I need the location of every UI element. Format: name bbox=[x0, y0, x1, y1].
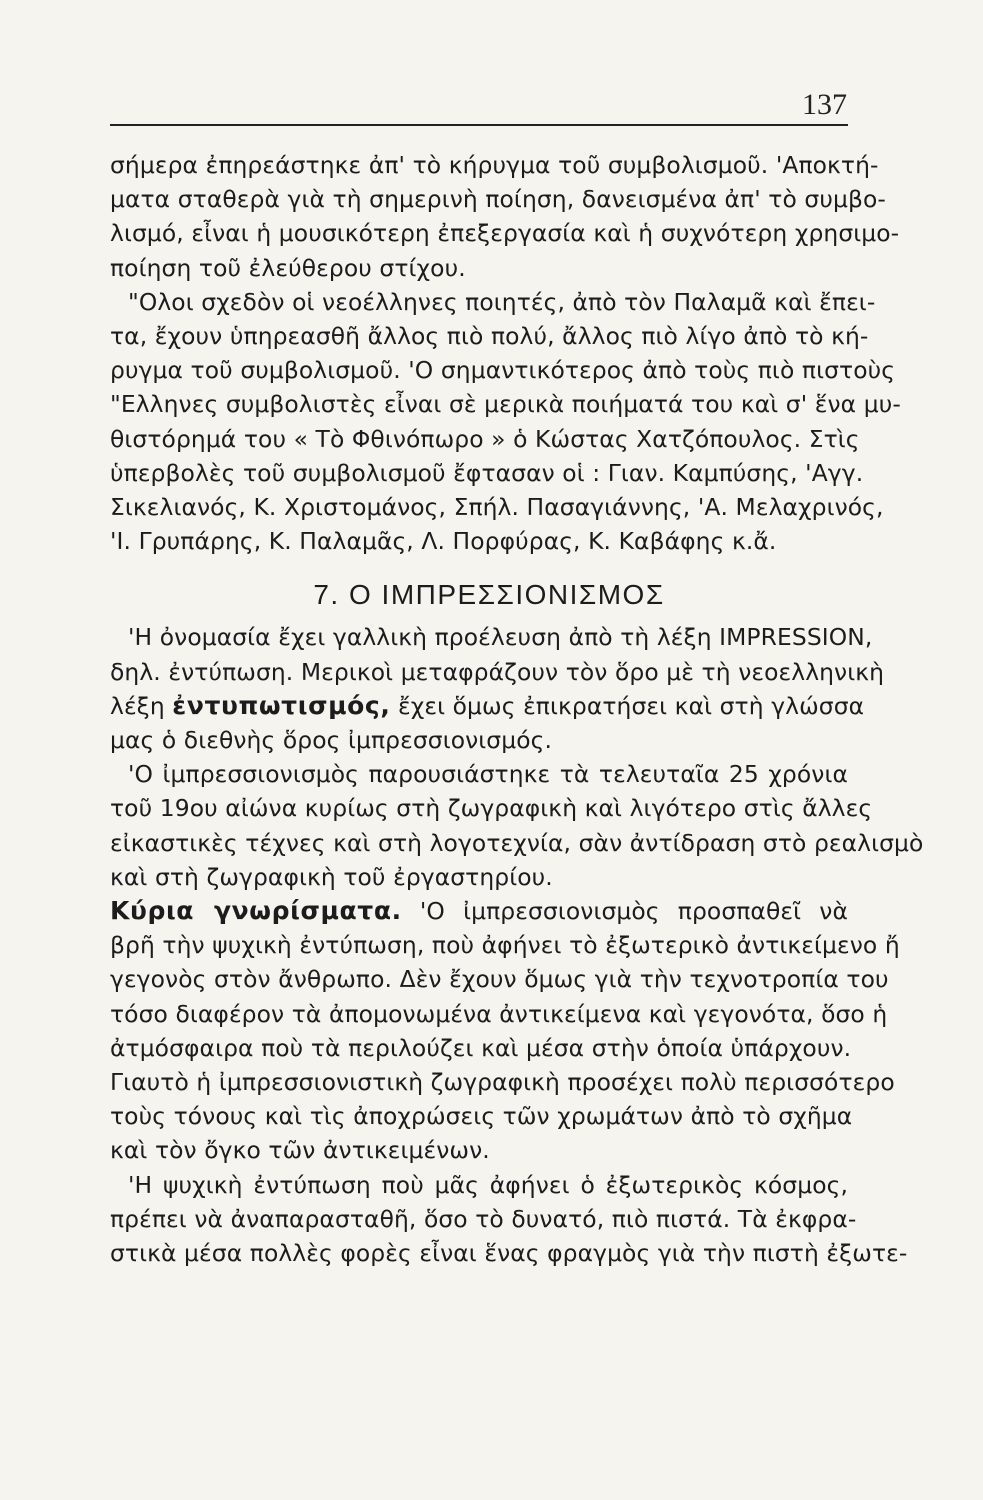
bold-heading: Κύρια γνωρίσματα. bbox=[110, 896, 402, 926]
text-line: λισμό, εἶναι ἡ μουσικότερη ἐπεξεργασία καὶ ἡ συχνότερη χρησιμο- bbox=[110, 219, 900, 248]
text-line: δηλ. ἐντύπωση. Μερικοὶ μεταφράζουν τὸν ὅρο μὲ τὴ νεοελληνικὴ bbox=[110, 657, 885, 686]
text-line: γεγονὸς στὸν ἄνθρωπο. Δὲν ἔχουν ὅμως γιὰ τὴν τεχνοτροπία του bbox=[110, 965, 889, 994]
text-line: Γιαυτὸ ἡ ἰμπρεσσιονιστικὴ ζωγραφικὴ προσέχει πολὺ περισσότερο bbox=[110, 1068, 895, 1097]
text-line: στικὰ μέσα πολλὲς φορὲς εἶναι ἕνας φραγμὸς γιὰ τὴν πιστὴ ἐξωτε- bbox=[110, 1239, 908, 1268]
text-line: ποίηση τοῦ ἐλεύθερου στίχου. bbox=[110, 253, 466, 282]
text-fragment: ἔχει ὅμως ἐπικρατήσει καὶ στὴ γλώσσα bbox=[390, 691, 865, 720]
text-line: καὶ στὴ ζωγραφικὴ τοῦ ἐργαστηρίου. bbox=[110, 862, 553, 891]
text-line: τοὺς τόνους καὶ τὶς ἀποχρώσεις τῶν χρωμάτων ἀπὸ τὸ σχῆμα bbox=[110, 1102, 853, 1131]
text-line: "Ελληνες συμβολιστὲς εἶναι σὲ μερικὰ ποιήματά του καὶ σ' ἕνα μυ- bbox=[110, 390, 901, 419]
text-line: τοῦ 19ου αἰώνα κυρίως στὴ ζωγραφικὴ καὶ λιγότερο στὶς ἄλλες bbox=[110, 794, 873, 823]
text-line: εἰκαστικὲς τέχνες καὶ στὴ λογοτεχνία, σὰν ἀντίδραση στὸ ρεαλισμὸ bbox=[110, 828, 924, 857]
text-line: ἀτμόσφαιρα ποὺ τὰ περιλούζει καὶ μέσα στὴν ὁποία ὑπάρχουν. bbox=[110, 1033, 852, 1062]
text-line: ρυγμα τοῦ συμβολισμοῦ. 'Ο σημαντικότερος ἀπὸ τοὺς πιὸ πιστοὺς bbox=[110, 356, 896, 385]
paragraph-name-origin bbox=[110, 620, 885, 757]
text-line: καὶ τὸν ὄγκο τῶν ἀντικειμένων. bbox=[110, 1136, 490, 1165]
text-line: μας ὁ διεθνὴς ὅρος ἰμπρεσσιονισμός. bbox=[110, 726, 552, 755]
text-line: Σικελιανός, Κ. Χριστομάνος, Σπήλ. Πασαγιάννης, 'Α. Μελαχρινός, bbox=[110, 493, 884, 522]
text-line: τόσο διαφέρον τὰ ἀπομονωμένα ἀντικείμενα καὶ γεγονότα, ὅσο ἡ bbox=[110, 999, 888, 1028]
header-rule bbox=[110, 124, 848, 126]
page-number: 137 bbox=[802, 88, 847, 121]
text-fragment: λέξη bbox=[110, 691, 173, 720]
text-fragment: 'Ο ἰμπρεσσιονισμὸς προσπαθεῖ νὰ bbox=[401, 897, 848, 926]
text-line: βρῆ τὴν ψυχικὴ ἐντύπωση, ποὺ ἀφήνει τὸ ἐξωτερικὸ ἀντικείμενο ἤ bbox=[110, 931, 900, 960]
text-line bbox=[110, 894, 848, 928]
text-line: θιστόρημά του « Τὸ Φθινόπωρο » ὁ Κώστας Χατζόπουλος. Στὶς bbox=[110, 424, 860, 453]
text-line: 'Ι. Γρυπάρης, Κ. Παλαμᾶς, Λ. Πορφύρας, Κ. Καβάφης κ.ἄ. bbox=[110, 527, 777, 556]
text-line bbox=[110, 689, 865, 723]
paragraph-greek-symbolists bbox=[110, 285, 901, 559]
section-title: 7. Ο ΙΜΠΡΕΣΣΙΟΝΙΣΜΟΣ bbox=[313, 579, 665, 611]
text-line: 'Η ὀνομασία ἔχει γαλλικὴ προέλευση ἀπὸ τὴ λέξη IMPRESSION, bbox=[128, 623, 873, 652]
text-line: "Ολοι σχεδὸν οἱ νεοέλληνες ποιητές, ἀπὸ τὸν Παλαμᾶ καὶ ἔπει- bbox=[128, 287, 876, 316]
bold-term: ἐντυπωτισμός, bbox=[172, 690, 391, 720]
paragraph-features bbox=[110, 894, 900, 1168]
text-line: ὑπερβολὲς τοῦ συμβολισμοῦ ἔφτασαν οἱ : Γιαν. Καμπύσης, 'Αγγ. bbox=[110, 458, 864, 487]
text-line: τα, ἔχουν ὑπηρεασθῆ ἄλλος πιὸ πολύ, ἄλλος πιὸ λίγο ἀπὸ τὸ κή- bbox=[110, 322, 869, 351]
paragraph-history bbox=[110, 757, 924, 894]
text-line: ματα σταθερὰ γιὰ τὴ σημερινὴ ποίηση, δανεισμένα ἀπ' τὸ συμβο- bbox=[110, 185, 886, 214]
body-text bbox=[110, 148, 924, 1270]
text-line: 'Ο ἰμπρεσσιονισμὸς παρουσιάστηκε τὰ τελευταῖα 25 χρόνια bbox=[128, 760, 848, 789]
text-line: σήμερα ἐπηρεάστηκε ἀπ' τὸ κήρυγμα τοῦ συμβολισμοῦ. 'Αποκτή- bbox=[110, 151, 879, 179]
paragraph-impression bbox=[110, 1168, 908, 1271]
text-line: 'Η ψυχικὴ ἐντύπωση ποὺ μᾶς ἀφήνει ὁ ἐξωτερικὸς κόσμος, bbox=[128, 1170, 848, 1199]
text-line: πρέπει νὰ ἀναπαρασταθῆ, ὅσο τὸ δυνατό, πιὸ πιστά. Τὰ ἐκφρα- bbox=[110, 1204, 857, 1233]
paragraph-intro bbox=[110, 148, 900, 285]
